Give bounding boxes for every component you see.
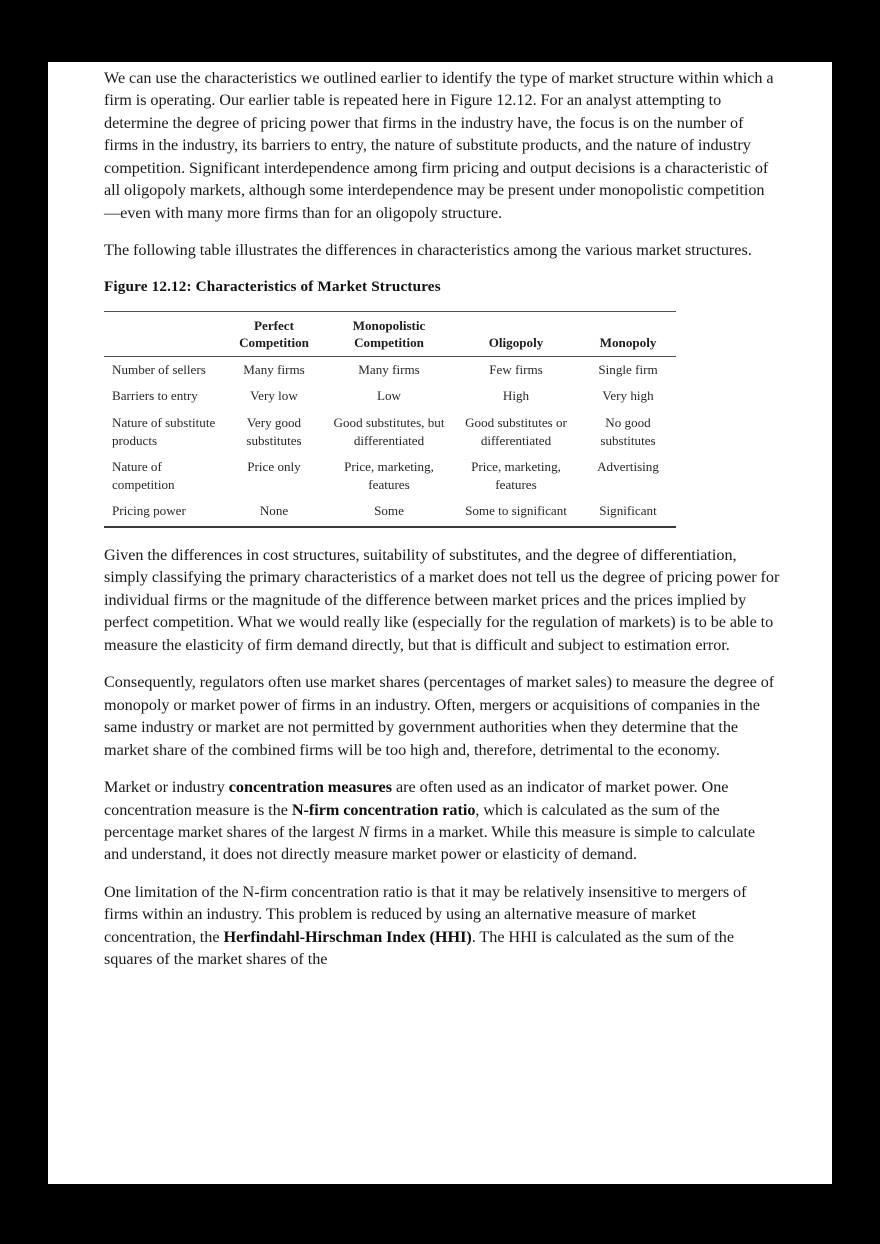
column-header-perfect-competition-line2: Competition: [239, 335, 309, 351]
cell-competition-monopolistic-competition: Price, marketing, features: [344, 459, 434, 492]
cell-number-of-sellers-monopoly: Single firm: [598, 361, 658, 377]
cell-competition-oligopoly: Price, marketing, features: [471, 459, 561, 492]
text-run: . The HHI is calculated as the sum of the squares of the market shares of the: [104, 927, 735, 969]
column-header-oligopoly: [452, 311, 580, 356]
cell-barriers-to-entry-perfect-competition: Very low: [250, 388, 298, 404]
table-row: [104, 454, 676, 498]
table-row: [104, 383, 676, 410]
variable-n: N: [358, 822, 370, 841]
paragraph-intro: We can use the characteristics we outlined earlier to identify the type of market structure within which a firm is operating. Our earlier table is repeated here in Figure 12.12. For an analyst attempting to determine the degree of pricing power that firms in the industry have, the focus is on the number of firms in the industry, its barriers to entry, the nature of substitute products, and the nature of industry competition. Significant interdependence among firm pricing and output decisions is a characteristic of all oligopoly markets, although some interdependence may be present under monopolistic competition—even with many more firms than for an oligopoly structure.: [104, 69, 774, 222]
column-header-monopoly-line2: Monopoly: [599, 335, 657, 351]
cell-pricing-power-oligopoly: Some to significant: [452, 498, 580, 527]
cell-substitutes-monopolistic-competition: Good substitutes, but differentiated: [333, 415, 445, 448]
term-herfindahl-hirschman-index: Herfindahl-Hirschman Index (HHI): [223, 927, 472, 946]
cell-pricing-power-monopoly: Significant: [580, 498, 676, 527]
paragraph-table-lead-in: The following table illustrates the differences in characteristics among the various market structures.: [104, 241, 752, 260]
paragraph-regulators: Consequently, regulators often use market shares (percentages of market sales) to measure the degree of monopoly or market power of firms in an industry. Often, mergers or acquisitions of companies in the same industry or market are not permitted by government authorities when they determine that the market share of the combined firms will be too high and, therefore, detrimental to the economy.: [104, 673, 775, 759]
cell-number-of-sellers-monopolistic-competition: Many firms: [358, 361, 420, 377]
column-header-monopoly: [580, 311, 676, 356]
column-header-blank: [104, 311, 222, 356]
table-body: [104, 356, 676, 527]
column-header-monopolistic-competition: [326, 311, 452, 356]
text-run: firms in a market. While this measure is simple to calculate and understand, it does not directly measure market power or elasticity of demand.: [104, 822, 756, 864]
table-row: [104, 498, 676, 527]
cell-pricing-power-monopolistic-competition: Some: [326, 498, 452, 527]
table-row: [104, 356, 676, 383]
cell-number-of-sellers-oligopoly: Few firms: [489, 361, 543, 377]
cell-competition-perfect-competition: Price only: [247, 459, 301, 475]
row-header-number-of-sellers: Number of sellers: [112, 361, 206, 377]
cell-substitutes-oligopoly: Good substitutes or differentiated: [465, 415, 567, 448]
cell-barriers-to-entry-oligopoly: High: [502, 388, 530, 404]
text-run: , which is calculated as the sum of the percentage market shares of the largest: [104, 800, 720, 841]
row-header-nature-of-substitute-products: Nature of substitute products: [112, 415, 216, 448]
column-header-monopolistic-competition-line1: Monopolistic: [352, 317, 426, 333]
table-row: [104, 410, 676, 454]
text-run: are often used as an indicator of market power. One concentration measure is the: [104, 778, 729, 819]
text-run: Market or industry: [104, 778, 229, 797]
column-header-perfect-competition-line1: Perfect: [254, 317, 294, 333]
cell-substitutes-perfect-competition: Very good substitutes: [246, 415, 302, 448]
cell-substitutes-monopoly: No good substitutes: [600, 415, 656, 448]
cell-number-of-sellers-perfect-competition: Many firms: [243, 361, 305, 377]
cell-barriers-to-entry-monopolistic-competition: Low: [376, 388, 401, 404]
document-page: [48, 62, 832, 1184]
figure-table-container: [104, 311, 676, 528]
cell-pricing-power-perfect-competition: None: [222, 498, 326, 527]
table-header-row: [104, 311, 676, 356]
market-structures-table: [104, 311, 676, 528]
row-header-nature-of-competition: Nature of competition: [112, 459, 175, 492]
column-header-oligopoly-line2: Oligopoly: [488, 335, 544, 351]
row-header-pricing-power: Pricing power: [104, 498, 222, 527]
term-concentration-measures: concentration measures: [228, 778, 393, 797]
term-n-firm-concentration-ratio: N-firm concentration ratio: [291, 800, 476, 819]
paragraph-concentration-measures: [104, 776, 780, 866]
table-header: [104, 311, 676, 356]
cell-competition-monopoly: Advertising: [597, 459, 659, 475]
paragraph-hhi: [104, 881, 780, 971]
column-header-perfect-competition: [222, 311, 326, 356]
text-run: One limitation of the N-firm concentration ratio is that it may be relatively insensitive to mergers of firms within an industry. This problem is reduced by using an alternative measure of market concentration, the: [104, 882, 747, 946]
figure-caption: Figure 12.12: Characteristics of Market Structures: [104, 277, 441, 295]
column-header-monopolistic-competition-line2: Competition: [354, 335, 424, 351]
paragraph-cost-structures: Given the differences in cost structures, suitability of substitutes, and the degree of differentiation, simply classifying the primary characteristics of a market does not tell us the degree of pricing power for individual firms or the magnitude of the difference between market prices and the prices implied by perfect competition. What we would really like (especially for the regulation of markets) is to be able to measure the elasticity of firm demand directly, but that is difficult and subject to estimation error.: [104, 545, 780, 654]
row-header-barriers-to-entry: Barriers to entry: [112, 388, 198, 404]
cell-barriers-to-entry-monopoly: Very high: [602, 388, 654, 404]
page-content: [104, 67, 780, 971]
